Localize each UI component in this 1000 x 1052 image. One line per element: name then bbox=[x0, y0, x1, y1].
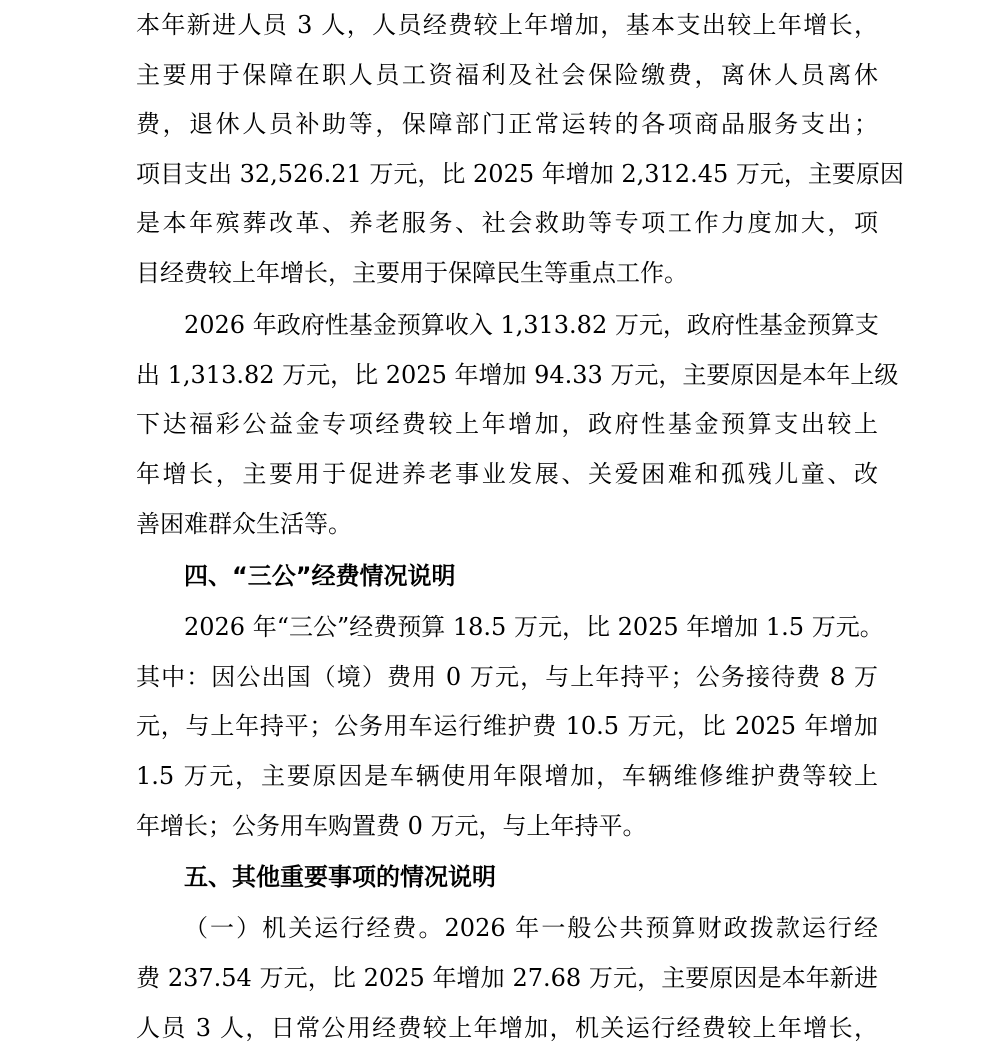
text-line-5: 是本年殡葬改革、养老服务、社会救助等专项工作力度加大，项 bbox=[136, 209, 878, 237]
text-line-8: 出 1,313.82 万元，比 2025 年增加 94.33 万元，主要原因是本年上级 bbox=[136, 361, 899, 389]
text-line-13: 2026 年“三公”经费预算 18.5 万元，比 2025 年增加 1.5 万元。 bbox=[184, 613, 884, 641]
section-heading-sangong: 四、“三公”经费情况说明 bbox=[184, 562, 456, 590]
text-line-11: 善困难群众生活等。 bbox=[136, 510, 352, 538]
section-heading-other-matters: 五、其他重要事项的情况说明 bbox=[184, 863, 496, 891]
text-line-6: 目经费较上年增长，主要用于保障民生等重点工作。 bbox=[136, 259, 688, 287]
text-line-4: 项目支出 32,526.21 万元，比 2025 年增加 2,312.45 万元，主要原因 bbox=[136, 160, 904, 188]
text-line-7: 2026 年政府性基金预算收入 1,313.82 万元，政府性基金预算支 bbox=[184, 311, 879, 339]
text-line-1: 本年新进人员 3 人，人员经费较上年增加，基本支出较上年增长， bbox=[136, 11, 878, 39]
text-line-20: 费 237.54 万元，比 2025 年增加 27.68 万元，主要原因是本年新进 bbox=[136, 964, 878, 992]
text-line-2: 主要用于保障在职人员工资福利及社会保险缴费，离休人员离休 bbox=[136, 61, 878, 89]
text-line-9: 下达福彩公益金专项经费较上年增加，政府性基金预算支出较上 bbox=[136, 410, 878, 438]
text-line-17: 年增长；公务用车购置费 0 万元，与上年持平。 bbox=[136, 812, 647, 840]
text-line-16: 1.5 万元，主要原因是车辆使用年限增加，车辆维修维护费等较上 bbox=[136, 762, 878, 790]
text-line-19: （一）机关运行经费。2026 年一般公共预算财政拨款运行经 bbox=[184, 914, 878, 942]
text-line-21: 人员 3 人，日常公用经费较上年增加，机关运行经费较上年增长， bbox=[136, 1014, 878, 1042]
text-line-14: 其中：因公出国（境）费用 0 万元，与上年持平；公务接待费 8 万 bbox=[136, 663, 878, 691]
text-line-10: 年增长，主要用于促进养老事业发展、关爱困难和孤残儿童、改 bbox=[136, 460, 878, 488]
text-line-15: 元，与上年持平；公务用车运行维护费 10.5 万元，比 2025 年增加 bbox=[136, 712, 878, 740]
text-line-3: 费，退休人员补助等，保障部门正常运转的各项商品服务支出； bbox=[136, 110, 878, 138]
